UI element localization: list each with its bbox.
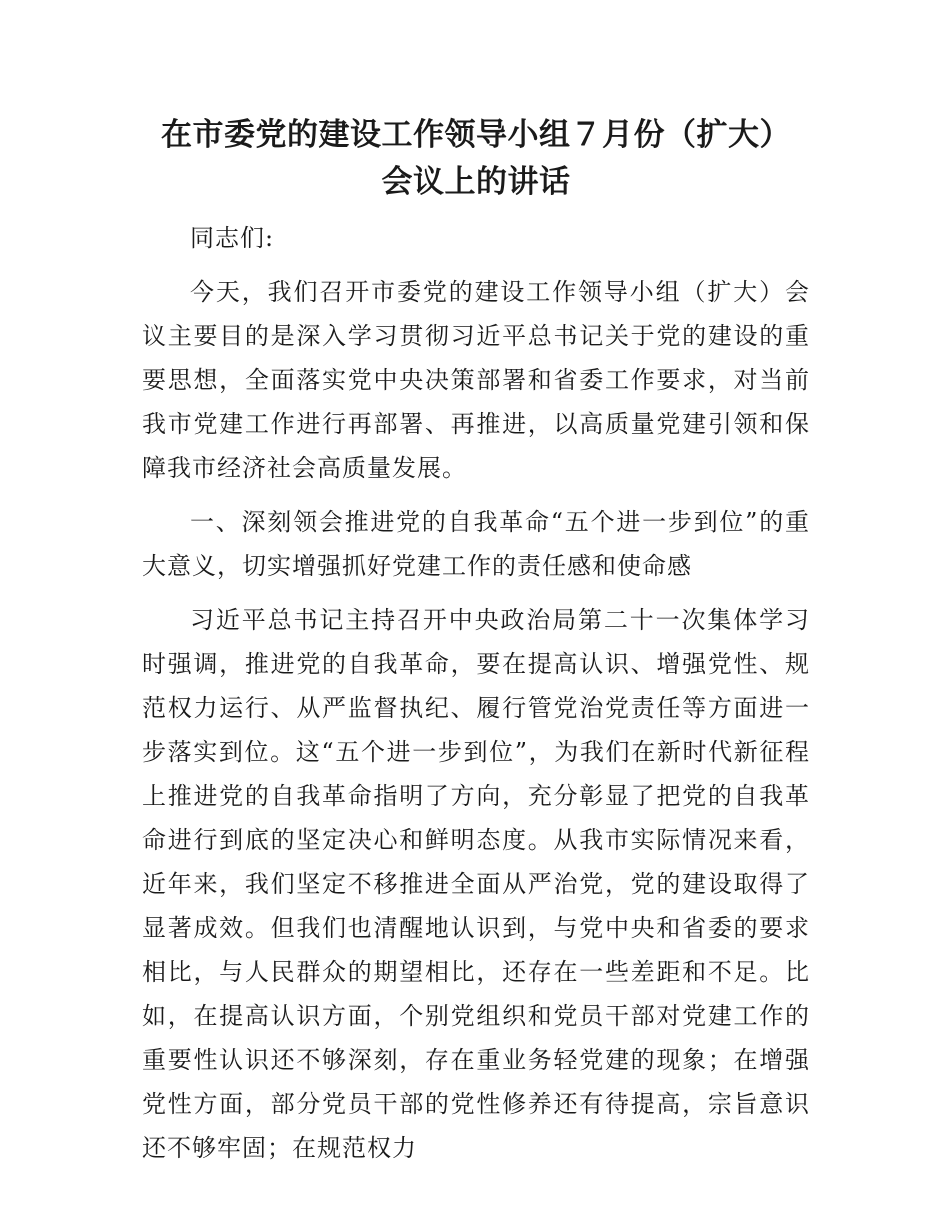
paragraph-body: 习近平总书记主持召开中央政治局第二十一次集体学习时强调，推进党的自我革命，要在提高认识、增强党性、规范权力运行、从严监督执纪、履行管党治党责任等方面进一步落实到位。这“五个进一步到位”，为我们在新时代新征程上推进党的自我革命指明了方向，充分彰显了把党的自我革命进行到底的坚定决心和鲜明态度。从我市实际情况来看，近年来，我们坚定不移推进全面从严治党，党的建设取得了显著成效。但我们也清醒地认识到，与党中央和省委的要求相比，与人民群众的期望相比，还存在一些差距和不足。比如，在提高认识方面，个别党组织和党员干部对党建工作的重要性认识还不够深刻，存在重业务轻党建的现象；在增强党性方面，部分党员干部的党性修养还有待提高，宗旨意识还不够牢固；在规范权力 (142, 606, 810, 1162)
document-title (142, 112, 810, 206)
title-line-2: 会议上的讲话 (381, 164, 571, 200)
title-line-1: 在市委党的建设工作领导小组７月份（扩大） (161, 117, 791, 153)
document-page (142, 112, 810, 1180)
section-heading-1: 一、深刻领会推进党的自我革命“五个进一步到位”的重大意义，切实增强抓好党建工作的责任感和使命感 (142, 508, 810, 580)
paragraph-intro: 今天，我们召开市委党的建设工作领导小组（扩大）会议主要目的是深入学习贯彻习近平总书记关于党的建设的重要思想，全面落实党中央决策部署和省委工作要求，对当前我市党建工作进行再部署、再推进，以高质量党建引领和保障我市经济社会高质量发展。 (142, 278, 810, 482)
salutation: 同志们: (190, 224, 275, 252)
